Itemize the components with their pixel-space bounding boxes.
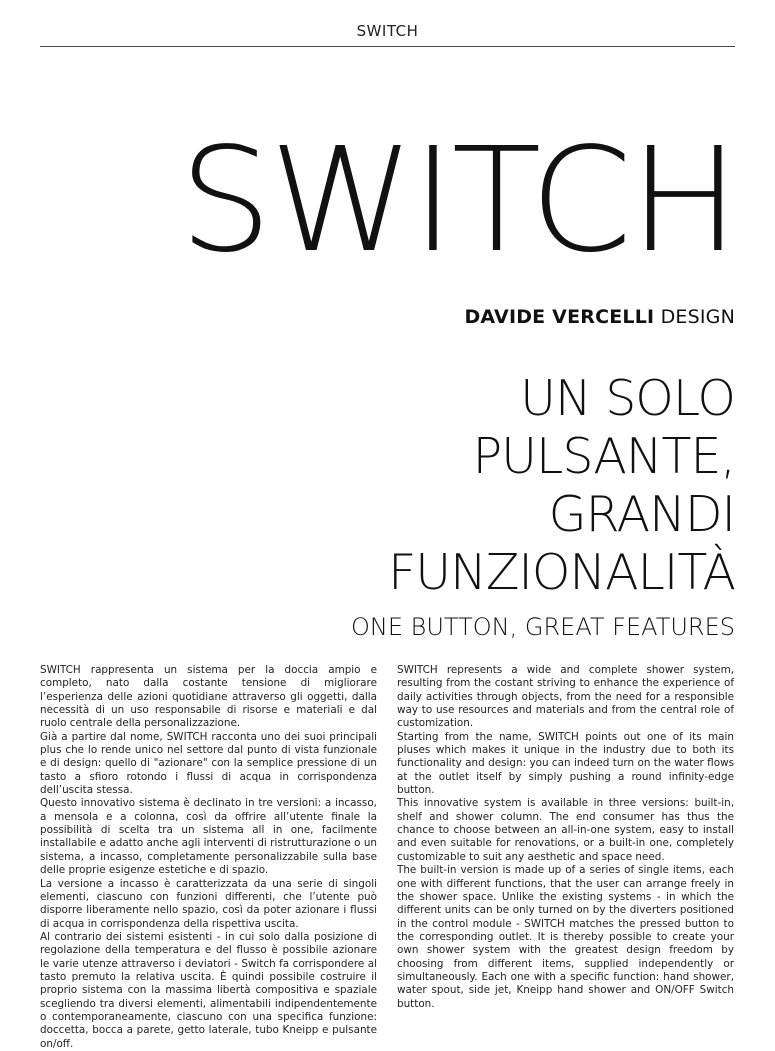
headline-line: GRANDI [548, 486, 735, 543]
designer-name: DAVIDE VERCELLI [464, 306, 655, 328]
body-paragraph: Starting from the name, SWITCH points out one of its main pluses which makes it unique in the industry due to both its functionality and design: you can indeed turn on the water flows at the outlet itself by simply pushing a round infinity-edge button. [397, 730, 734, 797]
body-column-italian [40, 664, 377, 1051]
headline-italian [388, 370, 735, 602]
page-title: SWITCH [179, 116, 737, 284]
body-paragraph: SWITCH rappresenta un sistema per la doccia ampio e completo, nato dalla costante tensione di migliorare l’esperienza delle azioni quotidiane attraverso gli oggetti, dalla necessità di un uso responsabile di risorse e materiali e dal ruolo centrale della personalizzazione. [40, 664, 377, 730]
designer-role: DESIGN [660, 306, 735, 328]
body-paragraph: SWITCH represents a wide and complete shower system, resulting from the costant striving to enhance the experience of daily activities through objects, from the need for a responsible way to use resources and materials and from the central role of customization. [397, 664, 734, 730]
headline-line: FUNZIONALITÀ [388, 544, 735, 601]
headline-line: PULSANTE, [472, 428, 735, 485]
body-paragraph: Questo innovativo sistema è declinato in tre versioni: a incasso, a mensola e a colonna, così da offrire all’utente finale la possibilità di scelta tra un sistema all in one, facilmente installabile e adatto anche agli interventi di ristrutturazione o un sistema, a incasso, completamente personalizzabile sulla base delle proprie esigenze estetiche e di spazio. [40, 797, 377, 877]
header-section-label: SWITCH [356, 22, 419, 40]
designer-credit [464, 306, 735, 328]
body-paragraph: This innovative system is available in three versions: built-in, shelf and shower column. The end consumer has thus the chance to choose between an all-in-one system, easy to install and even suitable for renovations, or a built-in one, completely customizable to suit any aesthetic and space need. [397, 797, 734, 863]
headline-english: ONE BUTTON, GREAT FEATURES [350, 613, 735, 641]
headline-line: UN SOLO [520, 370, 735, 427]
body-paragraph: Al contrario dei sistemi esistenti - in cui solo dalla posizione di regolazione della temperatura e del flusso è possibile azionare le varie utenze attraverso i deviatori - Switch fa corrispondere al tasto premuto la relativa uscita. È quindi possibile costruire il proprio sistema con la massima libertà compositiva e spaziale scegliendo tra diversi elementi, alimentabili indipendentemente o contemporaneamente, ciascuno con una specifica funzione: doccetta, bocca a parete, getto laterale, tubo Kneipp e pulsante on/off. [40, 930, 377, 1050]
body-paragraph: La versione a incasso è caratterizzata da una serie di singoli elementi, ciascuno con funzioni differenti, che l’utente può disporre liberamente nello spazio, così da poter azionare i flussi di acqua in corrispondenza della rispettiva uscita. [40, 877, 377, 930]
body-paragraph: Già a partire dal nome, SWITCH racconta uno dei suoi principali plus che lo rende unico nel settore dal punto di vista funzionale e di design: quello di "azionare" con la semplice pressione di un tasto a sfioro rotondo i flussi di acqua in corrispondenza dell’uscita stessa. [40, 730, 377, 797]
header-rule [40, 46, 735, 47]
body-column-english [397, 664, 734, 1011]
body-paragraph: The built-in version is made up of a series of single items, each one with different functions, that the user can arrange freely in the shower space. Unlike the existing systems - in which the different units can be only turned on by the diverters positioned in the control module - SWITCH matches the pressed button to the corresponding outlet. It is thereby possible to create your own shower system with the greatest design freedom by choosing from different items, supplied independently or simultaneously. Each one with a specific function: hand shower, water spout, side jet, Kneipp hand shower and ON/OFF Switch button. [397, 864, 734, 1010]
